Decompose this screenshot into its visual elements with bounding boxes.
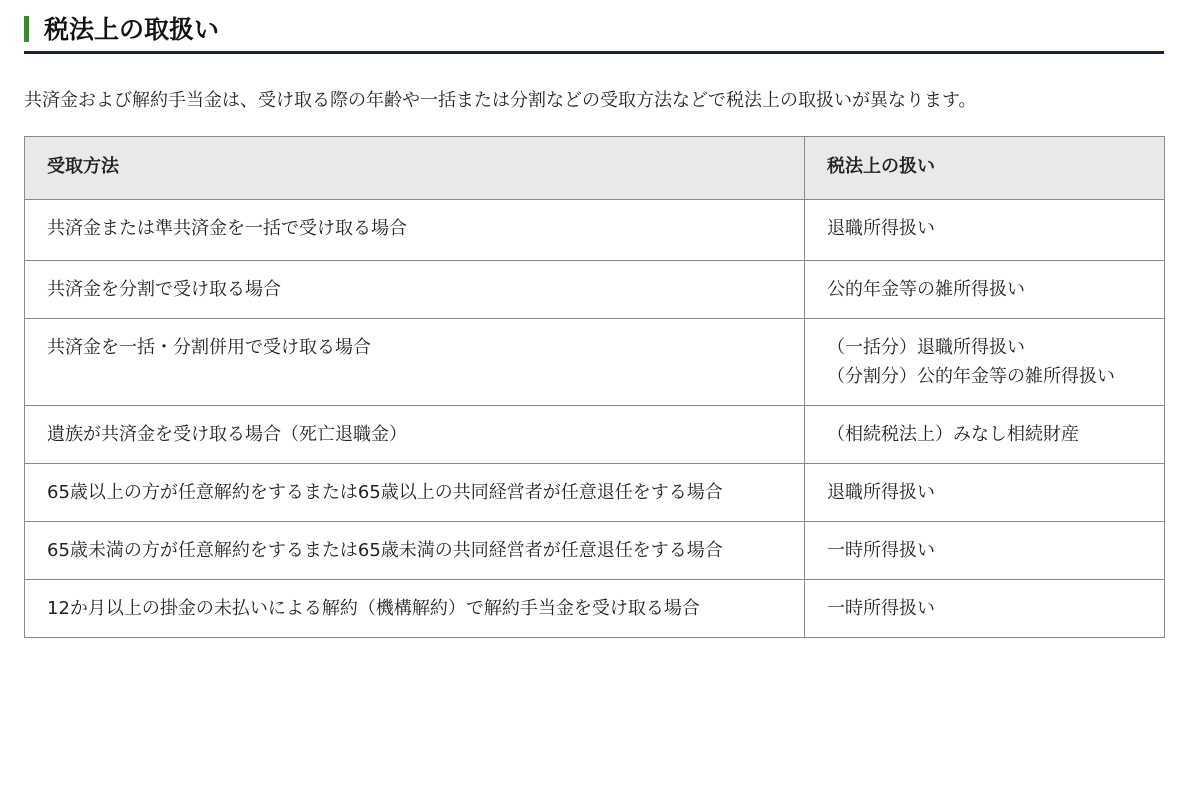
cell-tax-line: 一時所得扱い <box>827 540 935 561</box>
cell-tax-line: （一括分）退職所得扱い <box>827 337 1025 358</box>
tax-treatment-table <box>24 136 1165 638</box>
cell-method: 共済金または準共済金を一括で受け取る場合 <box>25 200 805 261</box>
cell-tax <box>805 319 1165 406</box>
header-tax: 税法上の扱い <box>805 137 1165 200</box>
table-row <box>25 406 1165 464</box>
cell-method: 遺族が共済金を受け取る場合（死亡退職金） <box>25 406 805 464</box>
cell-method: 12か月以上の掛金の未払いによる解約（機構解約）で解約手当金を受け取る場合 <box>25 580 805 638</box>
cell-tax-line: （相続税法上）みなし相続財産 <box>827 424 1079 445</box>
cell-method: 65歳未満の方が任意解約をするまたは65歳未満の共同経営者が任意退任をする場合 <box>25 522 805 580</box>
table-row <box>25 319 1165 406</box>
cell-tax <box>805 580 1165 638</box>
cell-method: 65歳以上の方が任意解約をするまたは65歳以上の共同経営者が任意退任をする場合 <box>25 464 805 522</box>
cell-tax-line: 一時所得扱い <box>827 598 935 619</box>
cell-tax-line: 退職所得扱い <box>827 218 935 239</box>
heading-accent-bar <box>24 16 29 42</box>
cell-tax-line: 公的年金等の雑所得扱い <box>827 279 1025 300</box>
cell-tax-line: （分割分）公的年金等の雑所得扱い <box>827 366 1115 387</box>
table-header-row <box>25 137 1165 200</box>
intro-paragraph: 共済金および解約手当金は、受け取る際の年齢や一括または分割などの受取方法などで税法上の取扱いが異なります。 <box>24 90 977 111</box>
cell-method: 共済金を一括・分割併用で受け取る場合 <box>25 319 805 406</box>
cell-tax-line: 退職所得扱い <box>827 482 935 503</box>
section-heading <box>24 12 1164 54</box>
cell-tax <box>805 261 1165 319</box>
table-row <box>25 261 1165 319</box>
cell-tax <box>805 200 1165 261</box>
table-row <box>25 464 1165 522</box>
section-title-text: 税法上の取扱い <box>44 15 220 44</box>
table-row <box>25 580 1165 638</box>
cell-tax <box>805 406 1165 464</box>
table-row <box>25 200 1165 261</box>
table-row <box>25 522 1165 580</box>
header-method: 受取方法 <box>25 137 805 200</box>
cell-tax <box>805 522 1165 580</box>
cell-tax <box>805 464 1165 522</box>
cell-method: 共済金を分割で受け取る場合 <box>25 261 805 319</box>
